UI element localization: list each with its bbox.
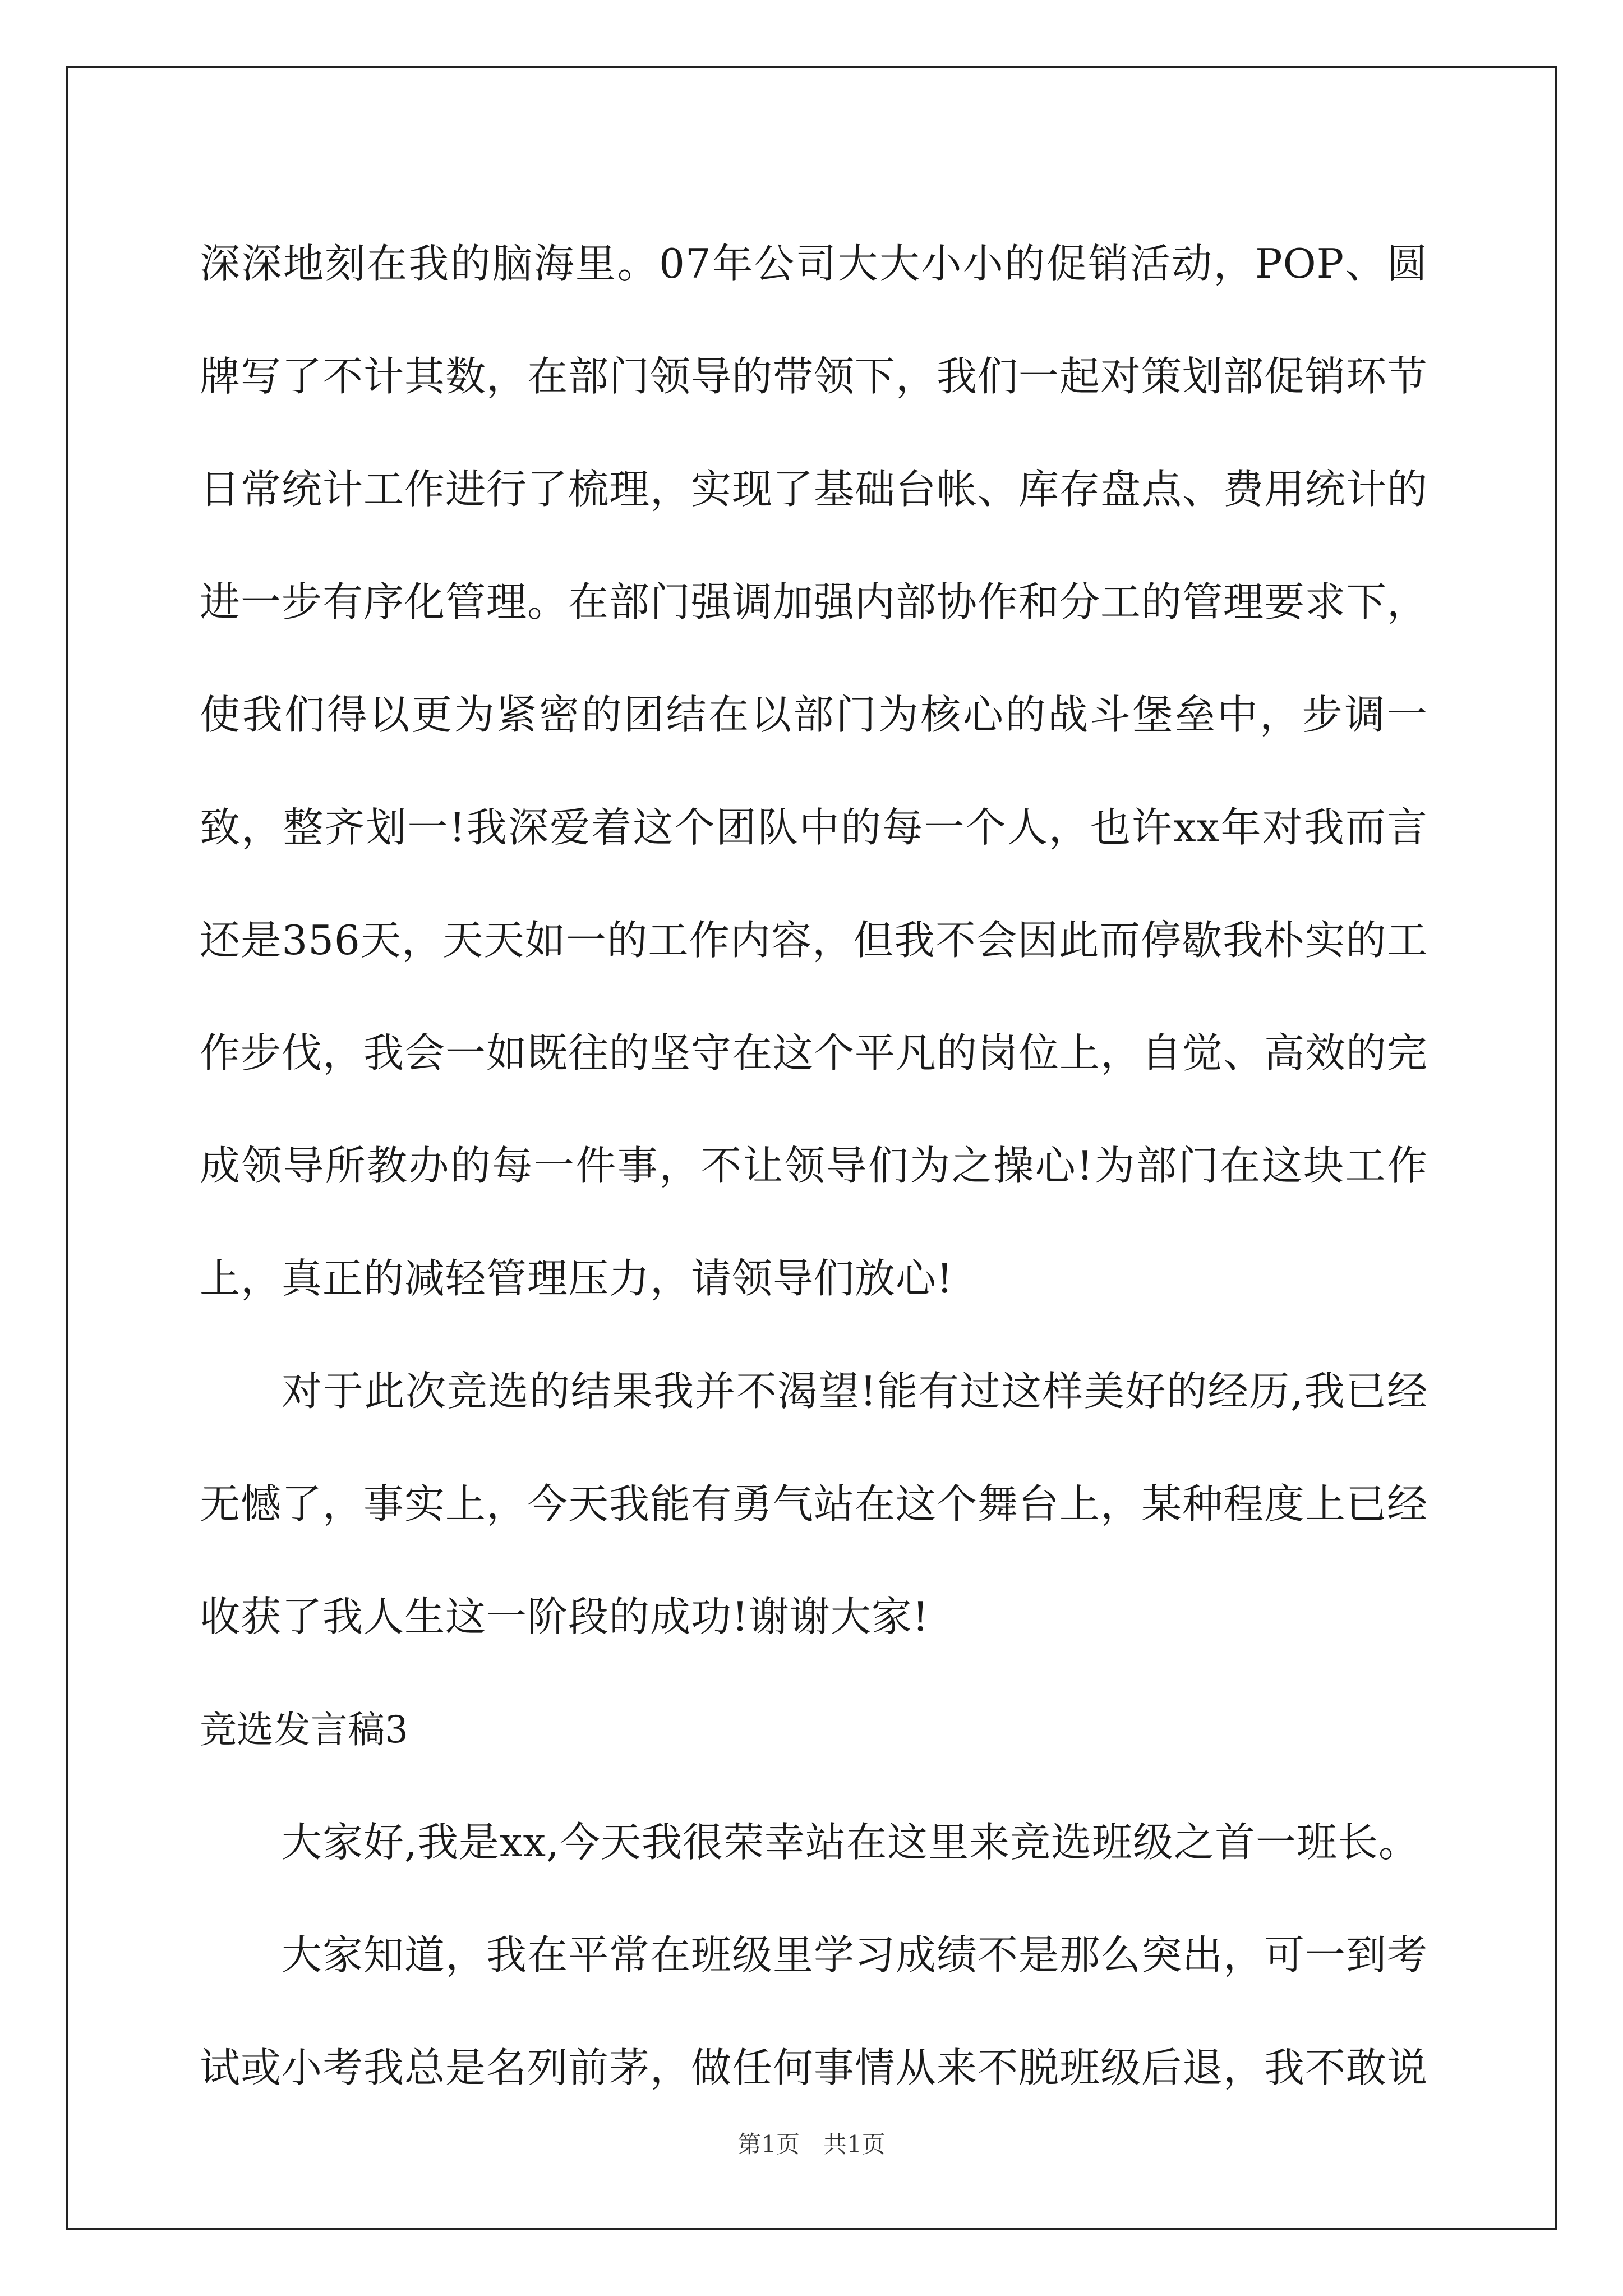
document-body [200, 208, 1428, 2124]
paragraph-2: 对于此次竞选的结果我并不渴望!能有过这样美好的经历,我已经无憾了，事实上，今天我能有勇气站在这个舞台上，某种程度上已经收获了我人生这一阶段的成功!谢谢大家! [200, 1368, 1428, 1640]
section-heading: 竞选发言稿3 [200, 1708, 408, 1751]
paragraph-4: 大家知道，我在平常在班级里学习成绩不是那么突出，可一到考试或小考我总是名列前茅，做任何事情从来不脱班级后退，我不敢说 [200, 1931, 1428, 2091]
page-footer: 第1页 共1页 [737, 2131, 886, 2158]
paragraph-1: 深深地刻在我的脑海里。07年公司大大小小的促销活动，POP、圆牌写了不计其数，在部门领导的带领下，我们一起对策划部促销环节日常统计工作进行了梳理，实现了基础台帐、库存盘点、费用统计的进一步有序化管理。在部门强调加强内部协作和分工的管理要求下，使我们得以更为紧密的团结在以部门为核心的战斗堡垒中，步调一致，整齐划一!我深爱着这个团队中的每一个人，也许xx年对我而言还是356天，天天如一的工作内容，但我不会因此而停歇我朴实的工作步伐，我会一如既往的坚守在这个平凡的岗位上，自觉、高效的完成领导所教办的每一件事，不让领导们为之操心!为部门在这块工作上，真正的减轻管理压力，请领导们放心! [200, 240, 1428, 1302]
paragraph-3: 大家好,我是xx,今天我很荣幸站在这里来竞选班级之首一班长。 [282, 1819, 1419, 1866]
